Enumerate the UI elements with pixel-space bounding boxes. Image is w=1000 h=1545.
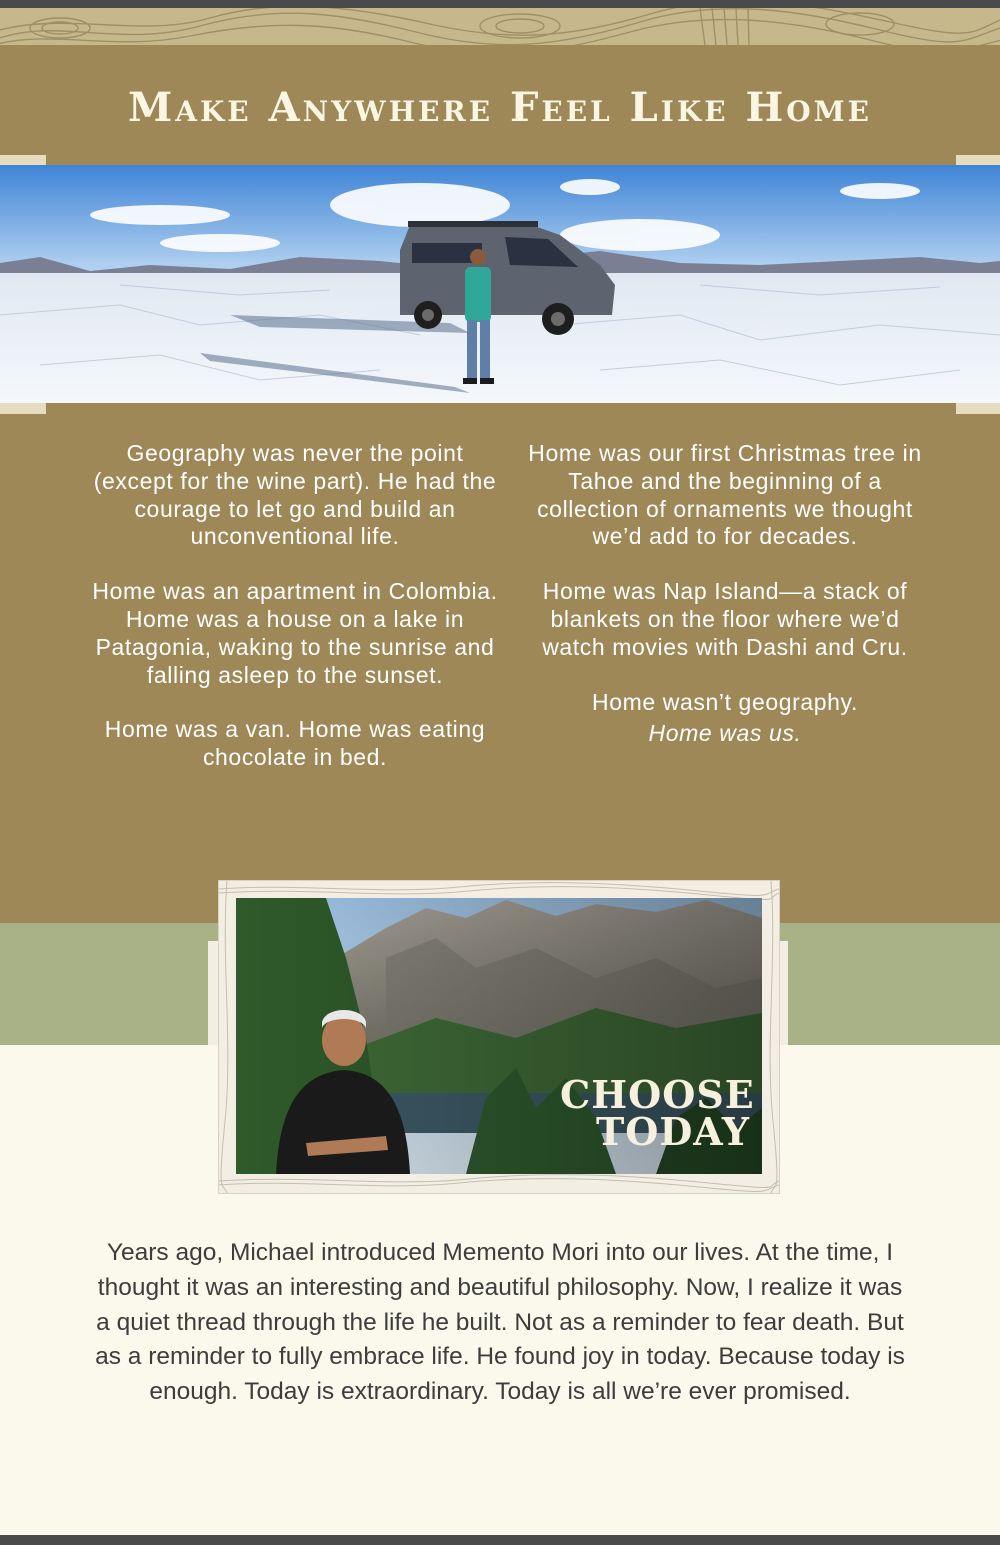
left-paragraph-2: Home was an apartment in Colombia. Home was a house on a lake in Patagonia, waking to the sunrise and falling asleep to the sunset.	[92, 578, 498, 688]
right-paragraph-1: Home was our first Christmas tree in Tahoe and the beginning of a collection of ornaments we thought we’d add to for decades.	[528, 440, 922, 550]
page-title: Make Anywhere Feel Like Home	[127, 84, 873, 131]
top-border	[0, 0, 1000, 8]
right-text-column	[520, 440, 930, 775]
van-on-salt-flats-photo	[0, 165, 1000, 403]
choose-today-line-1: CHOOSE	[560, 1072, 755, 1117]
left-paragraph-1: Geography was never the point (except for the wine part). He had the courage to let go and build an unconventional life.	[93, 440, 497, 550]
topographic-pattern-band	[0, 8, 1000, 45]
right-paragraph-3	[520, 689, 930, 749]
choose-today-overlay	[560, 1072, 755, 1154]
choose-today-line-2: TODAY	[595, 1109, 750, 1154]
photo-frame-tab-right	[778, 941, 788, 1045]
right-paragraph-3-italic: Home was us.	[648, 720, 802, 747]
bottom-border	[0, 1535, 1000, 1545]
closing-paragraph: Years ago, Michael introduced Memento Mori into our lives. At the time, I thought it was an interesting and beautiful philosophy. Now, I realize it was a quiet thread through the life he built. Not as a reminder to fear death. But as a reminder to fully embrace life. He found joy in today. Because today is enough. Today is extraordinary. Today is all we’re ever promised.	[95, 1239, 905, 1406]
left-paragraph-3: Home was a van. Home was eating chocolate in bed.	[104, 716, 486, 771]
right-paragraph-2: Home was Nap Island—a stack of blankets on the floor where we’d watch movies with Dashi and Cru.	[542, 578, 908, 660]
left-text-column	[90, 440, 500, 799]
right-paragraph-3-text: Home wasn’t geography.	[592, 688, 858, 715]
